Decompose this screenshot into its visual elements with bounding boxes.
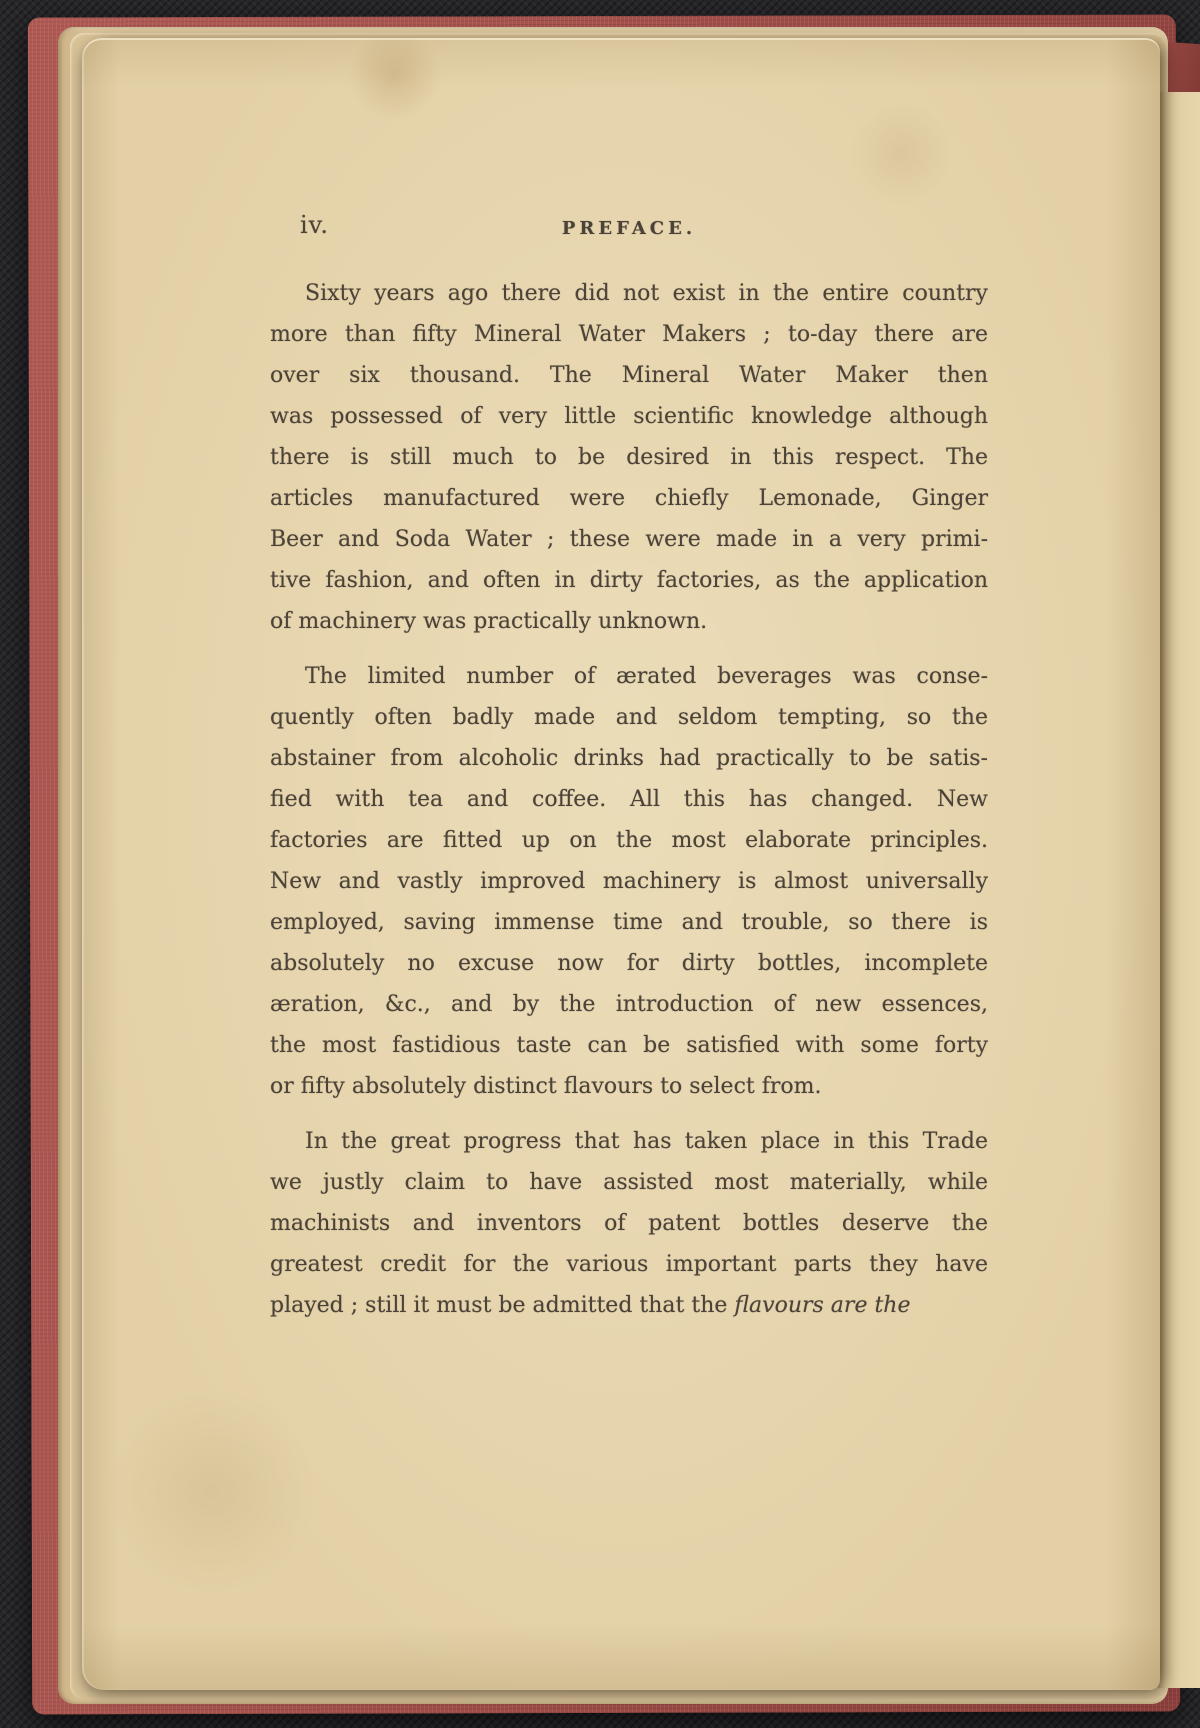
paragraph-1	[270, 273, 988, 642]
text-line: there is still much to be desired in this respect. The	[270, 445, 988, 470]
text-line: absolutely no excuse now for dirty bottles, incomplete	[270, 951, 988, 976]
paragraph-3	[270, 1121, 988, 1326]
text-line: or fifty absolutely distinct flavours to select from.	[270, 1074, 822, 1099]
paragraph-2	[270, 656, 988, 1107]
running-head	[270, 205, 988, 239]
text-line: factories are fitted up on the most elaborate principles.	[270, 828, 988, 853]
text-line: more than fifty Mineral Water Makers ; to-day there are	[270, 322, 988, 347]
facing-page-gutter-edge	[1158, 92, 1200, 1688]
book-page	[82, 38, 1160, 1690]
text-line: fied with tea and coffee. All this has changed. New	[270, 787, 988, 812]
text-line: Sixty years ago there did not exist in the entire country	[305, 281, 988, 306]
text-line	[270, 1285, 988, 1326]
text-line: machinists and inventors of patent bottles deserve the	[270, 1211, 988, 1236]
text-line: abstainer from alcoholic drinks had practically to be satis-	[270, 746, 988, 771]
text-line: tive fashion, and often in dirty factories, as the application	[270, 568, 988, 593]
text-line: was possessed of very little scientific knowledge although	[270, 404, 988, 429]
page-number: iv.	[300, 211, 330, 239]
text-line: The limited number of ærated beverages was conse-	[305, 664, 988, 689]
text-line: New and vastly improved machinery is almost universally	[270, 869, 988, 894]
text-line: æration, &c., and by the introduction of new essences,	[270, 992, 988, 1017]
page-text-block	[270, 205, 988, 1326]
text-segment: played ; still it must be admitted that the	[270, 1293, 735, 1318]
text-line: of machinery was practically unknown.	[270, 609, 708, 634]
text-line: quently often badly made and seldom tempting, so the	[270, 705, 988, 730]
text-line: we justly claim to have assisted most materially, while	[270, 1170, 988, 1195]
text-segment-italic: flavours are the	[734, 1293, 911, 1318]
text-line: employed, saving immense time and trouble, so there is	[270, 910, 988, 935]
text-line: In the great progress that has taken place in this Trade	[305, 1129, 988, 1154]
text-line: over six thousand. The Mineral Water Maker then	[270, 363, 988, 388]
page-header-title: PREFACE.	[561, 218, 697, 239]
text-line: greatest credit for the various important parts they have	[270, 1252, 988, 1277]
text-line: Beer and Soda Water ; these were made in a very primi-	[270, 527, 988, 552]
text-line: the most fastidious taste can be satisfied with some forty	[270, 1033, 988, 1058]
text-line: articles manufactured were chiefly Lemonade, Ginger	[270, 486, 988, 511]
